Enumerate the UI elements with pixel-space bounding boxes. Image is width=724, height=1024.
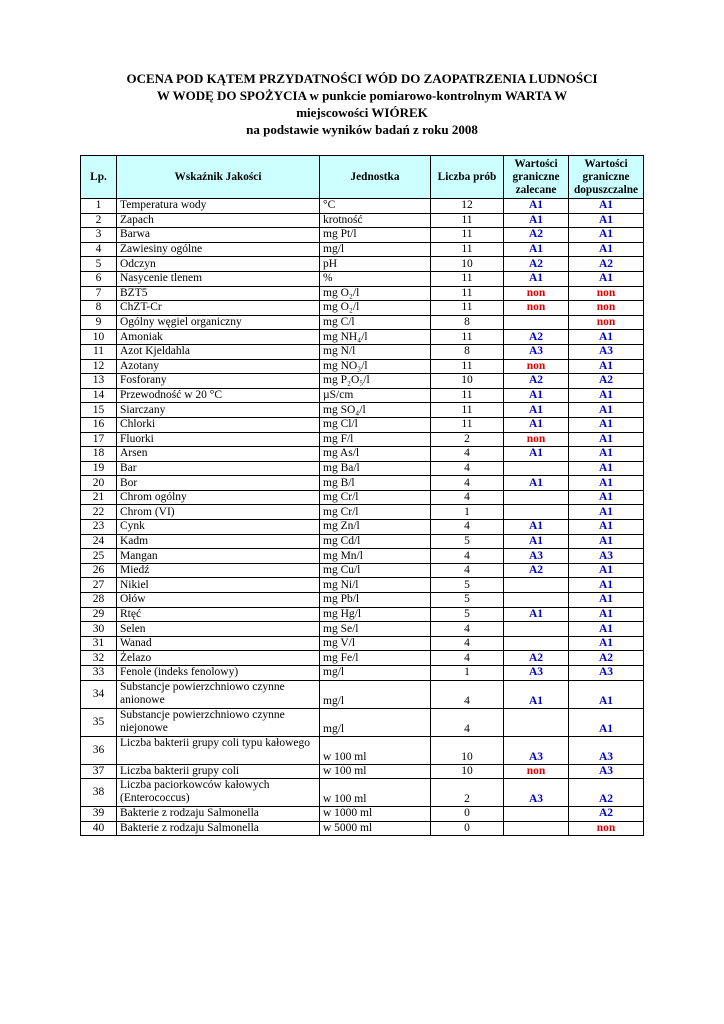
row-unit: mg B/l <box>320 476 431 491</box>
table-row <box>81 388 644 403</box>
row-count: 4 <box>431 680 504 708</box>
row-indicator: Bakterie z rodzaju Salmonella <box>117 807 320 822</box>
table-row <box>81 666 644 681</box>
row-recommended-class: non <box>504 432 569 447</box>
table-row <box>81 257 644 272</box>
row-recommended-class: A2 <box>504 374 569 389</box>
row-indicator: Odczyn <box>117 257 320 272</box>
row-permissible-class: A1 <box>569 622 644 637</box>
row-unit: mg C/l <box>320 315 431 330</box>
row-lp: 8 <box>81 301 117 316</box>
row-recommended-class <box>504 490 569 505</box>
row-unit: mg/l <box>320 680 431 708</box>
row-lp: 25 <box>81 549 117 564</box>
row-recommended-class <box>504 636 569 651</box>
row-indicator: Bakterie z rodzaju Salmonella <box>117 821 320 836</box>
row-lp: 28 <box>81 593 117 608</box>
row-count: 10 <box>431 374 504 389</box>
row-unit: mg Cu/l <box>320 563 431 578</box>
row-count: 5 <box>431 578 504 593</box>
row-recommended-class: A2 <box>504 228 569 243</box>
table-row <box>81 301 644 316</box>
row-permissible-class: A1 <box>569 388 644 403</box>
row-unit: mg O₂/l <box>320 286 431 301</box>
row-recommended-class: A1 <box>504 534 569 549</box>
row-permissible-class: A1 <box>569 680 644 708</box>
row-indicator: Liczba bakterii grupy coli typu kałowego <box>117 736 320 764</box>
row-lp: 20 <box>81 476 117 491</box>
row-count: 11 <box>431 301 504 316</box>
row-permissible-class: A1 <box>569 228 644 243</box>
table-row <box>81 807 644 822</box>
row-recommended-class <box>504 593 569 608</box>
row-lp: 13 <box>81 374 117 389</box>
row-indicator: Ogólny węgiel organiczny <box>117 315 320 330</box>
row-count: 4 <box>431 549 504 564</box>
table-row <box>81 534 644 549</box>
row-indicator: Cynk <box>117 520 320 535</box>
row-lp: 10 <box>81 330 117 345</box>
title-line-4: na podstawie wyników badań z roku 2008 <box>246 122 478 137</box>
title-line-1: OCENA POD KĄTEM PRZYDATNOŚCI WÓD DO ZAOPATRZENIA LUDNOŚCI <box>126 71 598 86</box>
row-permissible-class: A1 <box>569 271 644 286</box>
row-recommended-class: A1 <box>504 271 569 286</box>
row-indicator: Bar <box>117 461 320 476</box>
row-unit: °C <box>320 199 431 214</box>
row-unit: mg Ni/l <box>320 578 431 593</box>
table-row <box>81 213 644 228</box>
row-count: 4 <box>431 490 504 505</box>
row-permissible-class: A1 <box>569 242 644 257</box>
row-count: 10 <box>431 764 504 779</box>
row-indicator: Chrom (VI) <box>117 505 320 520</box>
row-permissible-class: A2 <box>569 651 644 666</box>
row-lp: 24 <box>81 534 117 549</box>
row-permissible-class: A1 <box>569 476 644 491</box>
row-unit: w 5000 ml <box>320 821 431 836</box>
row-count: 2 <box>431 432 504 447</box>
row-count: 11 <box>431 286 504 301</box>
table-row <box>81 708 644 736</box>
row-indicator: Substancje powierzchniowo czynne anionowe <box>117 680 320 708</box>
table-row <box>81 505 644 520</box>
row-unit: mg N/l <box>320 344 431 359</box>
row-unit: µS/cm <box>320 388 431 403</box>
title-line-2: W WODĘ DO SPOŻYCIA w punkcie pomiarowo-kontrolnym WARTA W <box>156 88 568 103</box>
row-unit: mg F/l <box>320 432 431 447</box>
row-permissible-class: A1 <box>569 490 644 505</box>
row-recommended-class: A1 <box>504 199 569 214</box>
row-recommended-class: non <box>504 301 569 316</box>
row-indicator: Rtęć <box>117 607 320 622</box>
row-count: 11 <box>431 359 504 374</box>
row-recommended-class: A3 <box>504 549 569 564</box>
row-unit: mg Cr/l <box>320 505 431 520</box>
row-permissible-class: non <box>569 286 644 301</box>
row-count: 12 <box>431 199 504 214</box>
row-indicator: Amoniak <box>117 330 320 345</box>
row-indicator: Liczba paciorkowców kałowych (Enterococcus) <box>117 779 320 807</box>
row-recommended-class <box>504 708 569 736</box>
row-recommended-class: A1 <box>504 388 569 403</box>
table-row <box>81 330 644 345</box>
row-unit: mg NO₃/l <box>320 359 431 374</box>
row-indicator: Nasycenie tlenem <box>117 271 320 286</box>
row-lp: 36 <box>81 736 117 764</box>
row-permissible-class: A3 <box>569 666 644 681</box>
row-indicator: Przewodność w 20 °C <box>117 388 320 403</box>
row-permissible-class: A1 <box>569 330 644 345</box>
row-recommended-class <box>504 461 569 476</box>
row-count: 1 <box>431 666 504 681</box>
row-recommended-class <box>504 622 569 637</box>
table-row <box>81 549 644 564</box>
header-indicator: Wskaźnik Jakości <box>117 156 320 199</box>
row-indicator: Chlorki <box>117 417 320 432</box>
table-row <box>81 764 644 779</box>
table-row <box>81 607 644 622</box>
row-lp: 32 <box>81 651 117 666</box>
row-count: 11 <box>431 330 504 345</box>
table-row <box>81 821 644 836</box>
row-lp: 40 <box>81 821 117 836</box>
row-lp: 21 <box>81 490 117 505</box>
row-unit: mg Cr/l <box>320 490 431 505</box>
row-lp: 1 <box>81 199 117 214</box>
row-indicator: Azot Kjeldahla <box>117 344 320 359</box>
row-lp: 16 <box>81 417 117 432</box>
row-lp: 9 <box>81 315 117 330</box>
row-permissible-class: A1 <box>569 593 644 608</box>
row-lp: 34 <box>81 680 117 708</box>
row-indicator: Nikiel <box>117 578 320 593</box>
row-indicator: Mangan <box>117 549 320 564</box>
table-row <box>81 242 644 257</box>
row-recommended-class: A2 <box>504 330 569 345</box>
row-count: 4 <box>431 520 504 535</box>
header-unit: Jednostka <box>320 156 431 199</box>
row-permissible-class: A1 <box>569 520 644 535</box>
row-unit: mg Ba/l <box>320 461 431 476</box>
row-indicator: Miedź <box>117 563 320 578</box>
header-recommended: Wartości graniczne zalecane <box>504 156 569 199</box>
row-lp: 6 <box>81 271 117 286</box>
table-row <box>81 563 644 578</box>
row-unit: mg/l <box>320 708 431 736</box>
row-unit: mg/l <box>320 666 431 681</box>
row-permissible-class: A1 <box>569 505 644 520</box>
row-count: 4 <box>431 563 504 578</box>
row-count: 8 <box>431 344 504 359</box>
table-row <box>81 286 644 301</box>
row-permissible-class: A1 <box>569 534 644 549</box>
row-count: 10 <box>431 257 504 272</box>
row-permissible-class: A1 <box>569 213 644 228</box>
row-indicator: Bor <box>117 476 320 491</box>
table-row <box>81 651 644 666</box>
row-permissible-class: non <box>569 315 644 330</box>
row-count: 11 <box>431 403 504 418</box>
table-row <box>81 490 644 505</box>
row-count: 0 <box>431 807 504 822</box>
row-unit: mg V/l <box>320 636 431 651</box>
row-lp: 35 <box>81 708 117 736</box>
row-indicator: BZT5 <box>117 286 320 301</box>
row-lp: 30 <box>81 622 117 637</box>
row-recommended-class: non <box>504 286 569 301</box>
table-row <box>81 593 644 608</box>
row-recommended-class: A2 <box>504 651 569 666</box>
row-indicator: Temperatura wody <box>117 199 320 214</box>
row-unit: mg Pb/l <box>320 593 431 608</box>
row-permissible-class: A1 <box>569 403 644 418</box>
row-indicator: Substancje powierzchniowo czynne niejonowe <box>117 708 320 736</box>
row-indicator: Fosforany <box>117 374 320 389</box>
table-row <box>81 432 644 447</box>
row-lp: 7 <box>81 286 117 301</box>
row-count: 2 <box>431 779 504 807</box>
row-recommended-class: A1 <box>504 403 569 418</box>
row-count: 11 <box>431 388 504 403</box>
row-unit: mg/l <box>320 242 431 257</box>
row-recommended-class <box>504 578 569 593</box>
row-count: 5 <box>431 534 504 549</box>
row-lp: 29 <box>81 607 117 622</box>
row-unit: mg NH₄/l <box>320 330 431 345</box>
row-permissible-class: A1 <box>569 359 644 374</box>
row-permissible-class: A3 <box>569 764 644 779</box>
row-lp: 4 <box>81 242 117 257</box>
table-row <box>81 447 644 462</box>
table-row <box>81 680 644 708</box>
row-lp: 39 <box>81 807 117 822</box>
row-unit: mg As/l <box>320 447 431 462</box>
row-count: 4 <box>431 651 504 666</box>
row-lp: 14 <box>81 388 117 403</box>
table-body <box>81 199 644 836</box>
row-indicator: Kadm <box>117 534 320 549</box>
row-permissible-class: A2 <box>569 374 644 389</box>
table-row <box>81 622 644 637</box>
row-indicator: Selen <box>117 622 320 637</box>
row-unit: mg Se/l <box>320 622 431 637</box>
table-row <box>81 271 644 286</box>
row-permissible-class: A1 <box>569 432 644 447</box>
document-title <box>0 70 724 138</box>
row-lp: 22 <box>81 505 117 520</box>
table-row <box>81 476 644 491</box>
table-row <box>81 520 644 535</box>
row-recommended-class: A1 <box>504 447 569 462</box>
row-unit: krotność <box>320 213 431 228</box>
row-lp: 27 <box>81 578 117 593</box>
row-unit: mg SO₄/l <box>320 403 431 418</box>
row-permissible-class: A2 <box>569 257 644 272</box>
row-count: 1 <box>431 505 504 520</box>
row-permissible-class: A1 <box>569 607 644 622</box>
row-indicator: Azotany <box>117 359 320 374</box>
table-row <box>81 779 644 807</box>
table-row <box>81 374 644 389</box>
row-count: 8 <box>431 315 504 330</box>
row-unit: w 1000 ml <box>320 807 431 822</box>
row-permissible-class: non <box>569 301 644 316</box>
table-row <box>81 461 644 476</box>
row-unit: mg Cd/l <box>320 534 431 549</box>
row-indicator: Zawiesiny ogólne <box>117 242 320 257</box>
row-lp: 26 <box>81 563 117 578</box>
table-row <box>81 359 644 374</box>
row-count: 11 <box>431 242 504 257</box>
row-count: 4 <box>431 447 504 462</box>
row-count: 11 <box>431 228 504 243</box>
row-unit: mg O₂/l <box>320 301 431 316</box>
row-recommended-class: A2 <box>504 257 569 272</box>
row-lp: 19 <box>81 461 117 476</box>
row-permissible-class: A1 <box>569 447 644 462</box>
row-recommended-class: A3 <box>504 344 569 359</box>
row-unit: % <box>320 271 431 286</box>
row-indicator: Wanad <box>117 636 320 651</box>
row-recommended-class: non <box>504 764 569 779</box>
row-count: 4 <box>431 708 504 736</box>
row-permissible-class: A1 <box>569 636 644 651</box>
table-header-row <box>81 156 644 199</box>
row-indicator: Liczba bakterii grupy coli <box>117 764 320 779</box>
row-recommended-class: A3 <box>504 736 569 764</box>
header-count: Liczba prób <box>431 156 504 199</box>
row-indicator: Fluorki <box>117 432 320 447</box>
row-recommended-class: A1 <box>504 680 569 708</box>
row-lp: 2 <box>81 213 117 228</box>
row-recommended-class: A1 <box>504 242 569 257</box>
header-permissible: Wartości graniczne dopuszczalne <box>569 156 644 199</box>
row-permissible-class: A1 <box>569 417 644 432</box>
row-permissible-class: A3 <box>569 549 644 564</box>
row-lp: 11 <box>81 344 117 359</box>
row-permissible-class: A1 <box>569 563 644 578</box>
row-count: 11 <box>431 271 504 286</box>
row-lp: 15 <box>81 403 117 418</box>
row-lp: 38 <box>81 779 117 807</box>
row-unit: mg Pt/l <box>320 228 431 243</box>
row-count: 10 <box>431 736 504 764</box>
row-lp: 33 <box>81 666 117 681</box>
row-unit: w 100 ml <box>320 736 431 764</box>
table-row <box>81 636 644 651</box>
row-recommended-class: A1 <box>504 213 569 228</box>
row-count: 5 <box>431 607 504 622</box>
row-recommended-class: A1 <box>504 607 569 622</box>
row-permissible-class: A1 <box>569 461 644 476</box>
row-indicator: Fenole (indeks fenolowy) <box>117 666 320 681</box>
row-count: 4 <box>431 476 504 491</box>
table-row <box>81 736 644 764</box>
table-row <box>81 403 644 418</box>
row-indicator: Siarczany <box>117 403 320 418</box>
row-recommended-class <box>504 821 569 836</box>
row-count: 4 <box>431 461 504 476</box>
row-unit: w 100 ml <box>320 779 431 807</box>
row-indicator: Chrom ogólny <box>117 490 320 505</box>
row-lp: 18 <box>81 447 117 462</box>
table-row <box>81 228 644 243</box>
row-permissible-class: A1 <box>569 578 644 593</box>
row-lp: 31 <box>81 636 117 651</box>
table-row <box>81 417 644 432</box>
row-recommended-class: A1 <box>504 417 569 432</box>
row-indicator: ChZT-Cr <box>117 301 320 316</box>
row-recommended-class: A3 <box>504 666 569 681</box>
row-recommended-class <box>504 807 569 822</box>
row-indicator: Ołów <box>117 593 320 608</box>
row-count: 5 <box>431 593 504 608</box>
row-unit: mg Fe/l <box>320 651 431 666</box>
row-recommended-class <box>504 315 569 330</box>
row-permissible-class: A2 <box>569 807 644 822</box>
row-recommended-class: A1 <box>504 520 569 535</box>
water-quality-table <box>80 155 644 836</box>
row-indicator: Arsen <box>117 447 320 462</box>
row-permissible-class: A1 <box>569 708 644 736</box>
table-row <box>81 344 644 359</box>
row-unit: pH <box>320 257 431 272</box>
row-unit: mg Cl/l <box>320 417 431 432</box>
row-recommended-class: A2 <box>504 563 569 578</box>
row-permissible-class: A1 <box>569 199 644 214</box>
row-indicator: Barwa <box>117 228 320 243</box>
table-row <box>81 578 644 593</box>
row-count: 4 <box>431 636 504 651</box>
row-unit: mg Zn/l <box>320 520 431 535</box>
table-row <box>81 315 644 330</box>
row-permissible-class: A2 <box>569 779 644 807</box>
row-count: 4 <box>431 622 504 637</box>
row-permissible-class: non <box>569 821 644 836</box>
row-count: 11 <box>431 417 504 432</box>
row-count: 11 <box>431 213 504 228</box>
table-row <box>81 199 644 214</box>
row-indicator: Żelazo <box>117 651 320 666</box>
row-unit: mg P₂O₅/l <box>320 374 431 389</box>
row-permissible-class: A3 <box>569 736 644 764</box>
title-line-3: miejscowości WIÓREK <box>296 105 428 120</box>
row-unit: mg Mn/l <box>320 549 431 564</box>
row-unit: mg Hg/l <box>320 607 431 622</box>
header-lp: Lp. <box>81 156 117 199</box>
row-lp: 23 <box>81 520 117 535</box>
row-count: 0 <box>431 821 504 836</box>
row-lp: 5 <box>81 257 117 272</box>
row-lp: 12 <box>81 359 117 374</box>
row-recommended-class: A3 <box>504 779 569 807</box>
row-recommended-class: non <box>504 359 569 374</box>
row-permissible-class: A3 <box>569 344 644 359</box>
row-lp: 37 <box>81 764 117 779</box>
row-unit: w 100 ml <box>320 764 431 779</box>
row-recommended-class: A1 <box>504 476 569 491</box>
row-indicator: Zapach <box>117 213 320 228</box>
row-lp: 17 <box>81 432 117 447</box>
row-lp: 3 <box>81 228 117 243</box>
row-recommended-class <box>504 505 569 520</box>
